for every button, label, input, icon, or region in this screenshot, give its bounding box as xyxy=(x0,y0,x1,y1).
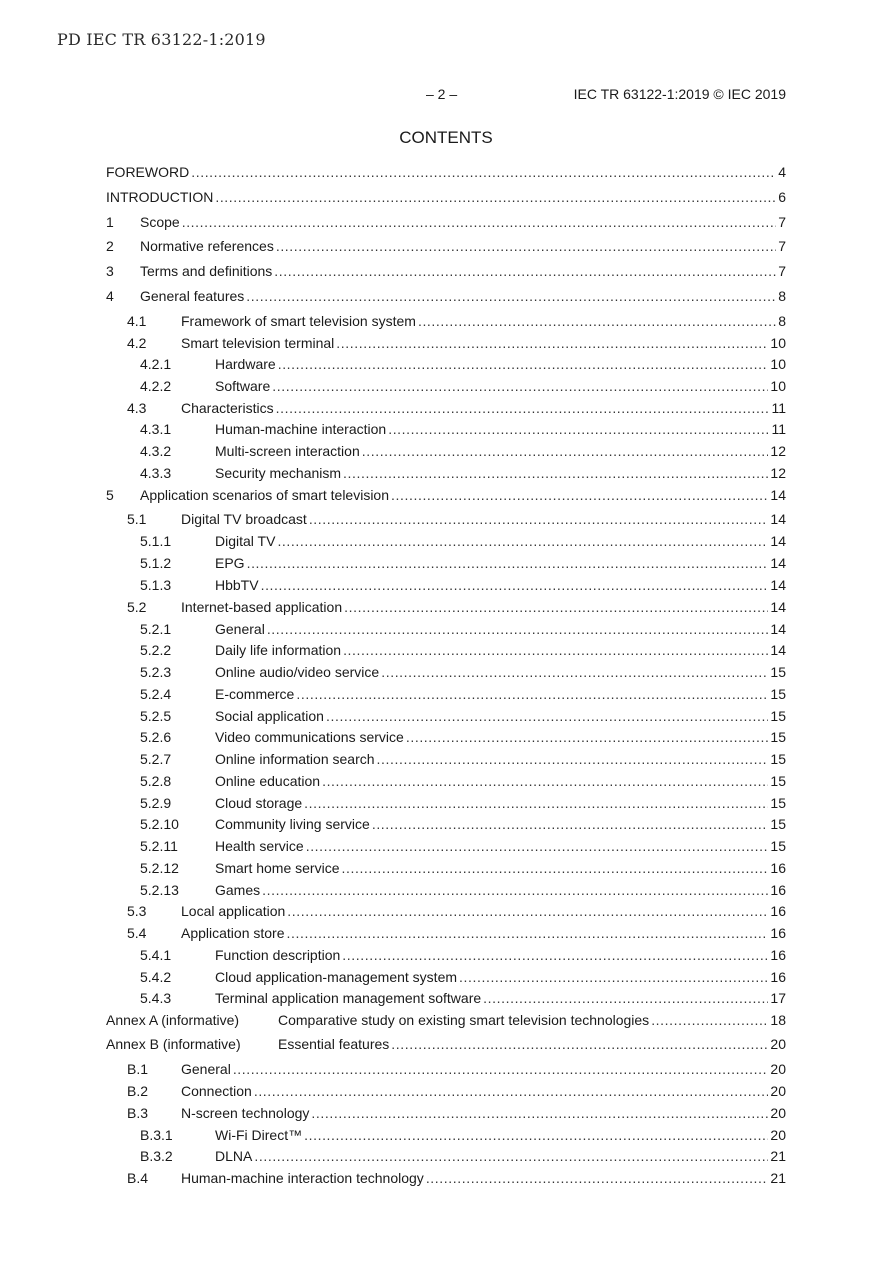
toc-dot-leader xyxy=(418,311,776,331)
toc-entry-title: Scope xyxy=(140,214,180,230)
toc-dot-leader xyxy=(233,1059,769,1079)
toc-entry[interactable] xyxy=(140,771,786,791)
toc-dot-leader xyxy=(191,162,776,182)
toc-entry-page: 15 xyxy=(770,708,786,724)
toc-entry-number: Annex B (informative) xyxy=(106,1036,241,1052)
toc-entry-title: DLNA xyxy=(215,1148,253,1164)
toc-entry-page: 15 xyxy=(770,751,786,767)
toc-entry-number: 3 xyxy=(106,263,114,279)
toc-entry-title: Smart home service xyxy=(215,860,340,876)
page-title: CONTENTS xyxy=(399,128,493,147)
toc-entry-page: 18 xyxy=(770,1012,786,1028)
toc-entry-title: Local application xyxy=(181,903,286,919)
toc-entry-title: Wi-Fi Direct™ xyxy=(215,1127,303,1143)
toc-entry[interactable] xyxy=(140,354,786,374)
toc-entry[interactable] xyxy=(140,463,786,483)
toc-entry-page: 20 xyxy=(770,1083,786,1099)
toc-entry-page: 16 xyxy=(770,860,786,876)
toc-entry[interactable] xyxy=(127,1081,786,1101)
toc-entry-title: Online audio/video service xyxy=(215,664,380,680)
toc-dot-leader xyxy=(426,1168,769,1188)
toc-dot-leader xyxy=(272,376,768,396)
toc-dot-leader xyxy=(261,575,769,595)
toc-dot-leader xyxy=(326,706,768,726)
toc-entry-title: N-screen technology xyxy=(181,1105,310,1121)
toc-dot-leader xyxy=(215,187,776,207)
toc-entry[interactable] xyxy=(127,311,786,331)
toc-entry[interactable] xyxy=(140,945,786,965)
toc-entry-title: Function description xyxy=(215,947,341,963)
toc-entry[interactable] xyxy=(106,261,786,281)
toc-entry-page: 7 xyxy=(778,263,786,279)
toc-entry-number: 5.4 xyxy=(127,925,147,941)
toc-entry-number: 5.4.1 xyxy=(140,947,172,963)
toc-dot-leader xyxy=(182,212,777,232)
toc-entry-page: 14 xyxy=(770,642,786,658)
toc-entry-page: 16 xyxy=(770,925,786,941)
toc-entry-number: 5.2 xyxy=(127,599,147,615)
toc-entry-title: Security mechanism xyxy=(215,465,342,481)
toc-entry-page: 10 xyxy=(770,335,786,351)
toc-dot-leader xyxy=(277,531,768,551)
toc-entry-title: Video communications service xyxy=(215,729,404,745)
toc-entry[interactable] xyxy=(127,1059,786,1079)
toc-entry-number: 5.2.12 xyxy=(140,860,179,876)
toc-entry-title: Application scenarios of smart television xyxy=(140,487,390,503)
toc-entry-page: 14 xyxy=(770,487,786,503)
toc-dot-leader xyxy=(276,398,770,418)
toc-entry-number: 5.2.9 xyxy=(140,795,172,811)
toc-entry-title: Daily life information xyxy=(215,642,342,658)
toc-dot-leader xyxy=(372,814,769,834)
toc-entry-page: 21 xyxy=(770,1148,786,1164)
toc-entry[interactable] xyxy=(127,509,786,529)
toc-dot-leader xyxy=(254,1146,768,1166)
toc-entry-title: Cloud storage xyxy=(215,795,303,811)
toc-entry[interactable] xyxy=(140,880,786,900)
toc-dot-leader xyxy=(296,684,768,704)
toc-dot-leader xyxy=(262,880,768,900)
toc-entry[interactable] xyxy=(127,901,786,921)
toc-entry-page: 14 xyxy=(770,511,786,527)
toc-entry-number: 2 xyxy=(106,238,114,254)
toc-entry[interactable] xyxy=(140,988,786,1008)
toc-dot-leader xyxy=(311,1103,768,1123)
toc-entry-page: 7 xyxy=(778,238,786,254)
toc-entry-title: General xyxy=(181,1061,231,1077)
toc-entry[interactable] xyxy=(140,858,786,878)
toc-dot-leader xyxy=(342,945,768,965)
toc-dot-leader xyxy=(267,619,769,639)
toc-entry-number: 5.1.1 xyxy=(140,533,172,549)
toc-entry-page: 17 xyxy=(770,990,786,1006)
toc-entry-page: 16 xyxy=(770,969,786,985)
toc-entry-page: 20 xyxy=(770,1105,786,1121)
toc-entry[interactable] xyxy=(140,706,786,726)
toc-entry-title: Multi-screen interaction xyxy=(215,443,360,459)
toc-dot-leader xyxy=(344,597,768,617)
toc-entry-page: 20 xyxy=(770,1061,786,1077)
toc-entry-title: Normative references xyxy=(140,238,274,254)
toc-entry-number: 5.2.10 xyxy=(140,816,179,832)
toc-dot-leader xyxy=(304,793,768,813)
toc-entry-number: B.3.1 xyxy=(140,1127,173,1143)
toc-entry[interactable] xyxy=(140,553,786,573)
toc-entry-number: 4.2 xyxy=(127,335,147,351)
toc-entry-number: 5.3 xyxy=(127,903,147,919)
toc-entry-title: Terminal application management software xyxy=(215,990,482,1006)
toc-entry-title: Comparative study on existing smart television technologies xyxy=(278,1012,650,1028)
toc-entry[interactable] xyxy=(127,597,786,617)
toc-dot-leader xyxy=(309,509,769,529)
toc-entry-title: Software xyxy=(215,378,271,394)
toc-entry-number: 5.1.2 xyxy=(140,555,172,571)
toc-entry-title: EPG xyxy=(215,555,245,571)
toc-entry-number: 4.3.3 xyxy=(140,465,172,481)
toc-dot-leader xyxy=(381,662,768,682)
toc-entry-page: 15 xyxy=(770,729,786,745)
toc-entry-number: B.1 xyxy=(127,1061,149,1077)
toc-entry-page: 20 xyxy=(770,1036,786,1052)
toc-entry-page: 16 xyxy=(770,947,786,963)
toc-entry-number: 5.2.7 xyxy=(140,751,172,767)
toc-dot-leader xyxy=(651,1010,768,1030)
toc-entry-title: Social application xyxy=(215,708,324,724)
toc-entry[interactable] xyxy=(140,419,786,439)
toc-entry[interactable] xyxy=(106,1010,786,1030)
toc-entry[interactable] xyxy=(127,333,786,353)
toc-entry-page: 14 xyxy=(770,555,786,571)
toc-entry-number: 4.3.1 xyxy=(140,421,172,437)
toc-dot-leader xyxy=(304,1125,768,1145)
toc-entry[interactable] xyxy=(140,441,786,461)
toc-entry-number: 5.1 xyxy=(127,511,147,527)
toc-entry[interactable] xyxy=(140,684,786,704)
toc-entry-number: 5.2.13 xyxy=(140,882,179,898)
toc-entry-number: 4.2.1 xyxy=(140,356,172,372)
toc-dot-leader xyxy=(336,333,768,353)
toc-entry[interactable] xyxy=(106,1034,786,1054)
toc-entry-title: Digital TV broadcast xyxy=(181,511,307,527)
toc-entry-number: B.2 xyxy=(127,1083,149,1099)
toc-entry-number: 5.2.1 xyxy=(140,621,172,637)
toc-entry[interactable] xyxy=(140,640,786,660)
toc-entry-number: 5 xyxy=(106,487,114,503)
toc-entry-page: 8 xyxy=(778,288,786,304)
toc-entry[interactable] xyxy=(140,836,786,856)
toc-entry[interactable] xyxy=(140,662,786,682)
document-id: PD IEC TR 63122-1:2019 xyxy=(57,30,266,49)
toc-entry-number: 5.2.8 xyxy=(140,773,172,789)
toc-entry-page: 14 xyxy=(770,599,786,615)
toc-entry-title: Framework of smart television system xyxy=(181,313,416,329)
toc-entry-number: 5.4.3 xyxy=(140,990,172,1006)
toc-entry-page: 15 xyxy=(770,686,786,702)
toc-entry-number: 4.3.2 xyxy=(140,443,172,459)
toc-entry[interactable] xyxy=(140,376,786,396)
toc-entry-number: 5.2.5 xyxy=(140,708,172,724)
toc-entry[interactable] xyxy=(106,212,786,232)
toc-entry-number: B.4 xyxy=(127,1170,149,1186)
toc-dot-leader xyxy=(278,354,769,374)
toc-entry[interactable] xyxy=(140,814,786,834)
toc-dot-leader xyxy=(377,749,769,769)
toc-entry-title: Human-machine interaction technology xyxy=(181,1170,424,1186)
toc-dot-leader xyxy=(391,485,768,505)
toc-dot-leader xyxy=(287,901,768,921)
toc-dot-leader xyxy=(343,463,768,483)
toc-entry-title: Community living service xyxy=(215,816,370,832)
toc-dot-leader xyxy=(341,858,768,878)
toc-entry-title: Application store xyxy=(181,925,285,941)
toc-entry[interactable] xyxy=(106,162,786,182)
toc-entry-page: 14 xyxy=(770,577,786,593)
toc-entry[interactable] xyxy=(140,619,786,639)
toc-entry-number: 4 xyxy=(106,288,114,304)
toc-entry-title: FOREWORD xyxy=(106,164,190,180)
toc-entry-page: 6 xyxy=(778,189,786,205)
toc-dot-leader xyxy=(343,640,768,660)
toc-entry[interactable] xyxy=(140,1125,786,1145)
toc-entry-title: Smart television terminal xyxy=(181,335,335,351)
toc-entry-title: Essential features xyxy=(278,1036,390,1052)
toc-dot-leader xyxy=(276,236,776,256)
toc-entry-title: Human-machine interaction xyxy=(215,421,387,437)
toc-entry-page: 11 xyxy=(771,421,786,437)
toc-entry[interactable] xyxy=(140,575,786,595)
toc-entry[interactable] xyxy=(140,1146,786,1166)
toc-entry[interactable] xyxy=(127,923,786,943)
toc-dot-leader xyxy=(287,923,769,943)
toc-entry[interactable] xyxy=(106,187,786,207)
toc-entry-title: Terms and definitions xyxy=(140,263,273,279)
toc-entry-title: Hardware xyxy=(215,356,276,372)
toc-dot-leader xyxy=(483,988,768,1008)
toc-entry-title: E-commerce xyxy=(215,686,295,702)
toc-dot-leader xyxy=(322,771,768,791)
toc-entry-number: 4.3 xyxy=(127,400,147,416)
toc-entry[interactable] xyxy=(106,485,786,505)
toc-entry-page: 10 xyxy=(770,378,786,394)
toc-entry-page: 4 xyxy=(778,164,786,180)
toc-entry-page: 12 xyxy=(770,443,786,459)
toc-entry-title: Games xyxy=(215,882,261,898)
toc-entry-page: 15 xyxy=(770,816,786,832)
toc-entry-page: 16 xyxy=(770,882,786,898)
toc-entry-page: 15 xyxy=(770,773,786,789)
toc-entry-number: 4.2.2 xyxy=(140,378,172,394)
toc-entry-page: 14 xyxy=(770,621,786,637)
toc-entry[interactable] xyxy=(127,1168,786,1188)
toc-entry-page: 7 xyxy=(778,214,786,230)
toc-dot-leader xyxy=(406,727,769,747)
toc-entry[interactable] xyxy=(140,793,786,813)
toc-entry-page: 15 xyxy=(770,838,786,854)
toc-entry-number: 5.2.6 xyxy=(140,729,172,745)
toc-entry-page: 8 xyxy=(778,313,786,329)
toc-entry-number: 1 xyxy=(106,214,114,230)
toc-entry-number: 5.2.3 xyxy=(140,664,172,680)
toc-entry-number: 5.2.4 xyxy=(140,686,172,702)
toc-entry-number: 5.1.3 xyxy=(140,577,172,593)
toc-entry-page: 11 xyxy=(771,400,786,416)
toc-entry-title: INTRODUCTION xyxy=(106,189,214,205)
toc-entry-title: Health service xyxy=(215,838,304,854)
toc-entry-title: Digital TV xyxy=(215,533,276,549)
toc-entry-page: 16 xyxy=(770,903,786,919)
toc-dot-leader xyxy=(362,441,769,461)
toc-entry-title: General features xyxy=(140,288,245,304)
toc-entry-title: Internet-based application xyxy=(181,599,343,615)
toc-dot-leader xyxy=(247,553,769,573)
toc-entry-title: Cloud application-management system xyxy=(215,969,458,985)
toc-entry-page: 15 xyxy=(770,664,786,680)
toc-entry[interactable] xyxy=(140,749,786,769)
toc-entry-title: Online information search xyxy=(215,751,375,767)
toc-entry-title: Connection xyxy=(181,1083,252,1099)
toc-entry[interactable] xyxy=(140,531,786,551)
toc-entry-number: 5.2.11 xyxy=(140,838,178,854)
toc-dot-leader xyxy=(306,836,769,856)
toc-entry-title: Characteristics xyxy=(181,400,274,416)
document-reference: IEC TR 63122-1:2019 © IEC 2019 xyxy=(573,86,786,102)
toc-dot-leader xyxy=(459,967,768,987)
toc-entry[interactable] xyxy=(127,398,786,418)
toc-dot-leader xyxy=(274,261,776,281)
toc-entry[interactable] xyxy=(140,967,786,987)
toc-entry-title: Online education xyxy=(215,773,321,789)
toc-entry[interactable] xyxy=(127,1103,786,1123)
toc-entry-number: Annex A (informative) xyxy=(106,1012,240,1028)
toc-dot-leader xyxy=(388,419,769,439)
toc-dot-leader xyxy=(246,286,776,306)
toc-entry-page: 10 xyxy=(770,356,786,372)
toc-entry-number: B.3.2 xyxy=(140,1148,173,1164)
toc-entry-page: 15 xyxy=(770,795,786,811)
toc-entry-number: 4.1 xyxy=(127,313,147,329)
toc-entry-title: HbbTV xyxy=(215,577,259,593)
toc-entry-title: General xyxy=(215,621,265,637)
toc-dot-leader xyxy=(391,1034,768,1054)
toc-entry[interactable] xyxy=(106,236,786,256)
toc-entry-number: 5.4.2 xyxy=(140,969,172,985)
toc-entry-page: 12 xyxy=(770,465,786,481)
toc-entry-page: 14 xyxy=(770,533,786,549)
toc-entry[interactable] xyxy=(106,286,786,306)
toc-entry-page: 20 xyxy=(770,1127,786,1143)
toc-entry-number: B.3 xyxy=(127,1105,149,1121)
toc-entry-number: 5.2.2 xyxy=(140,642,172,658)
toc-dot-leader xyxy=(254,1081,769,1101)
page-number-label: – 2 – xyxy=(426,86,458,102)
toc-entry[interactable] xyxy=(140,727,786,747)
toc-entry-page: 21 xyxy=(770,1170,786,1186)
